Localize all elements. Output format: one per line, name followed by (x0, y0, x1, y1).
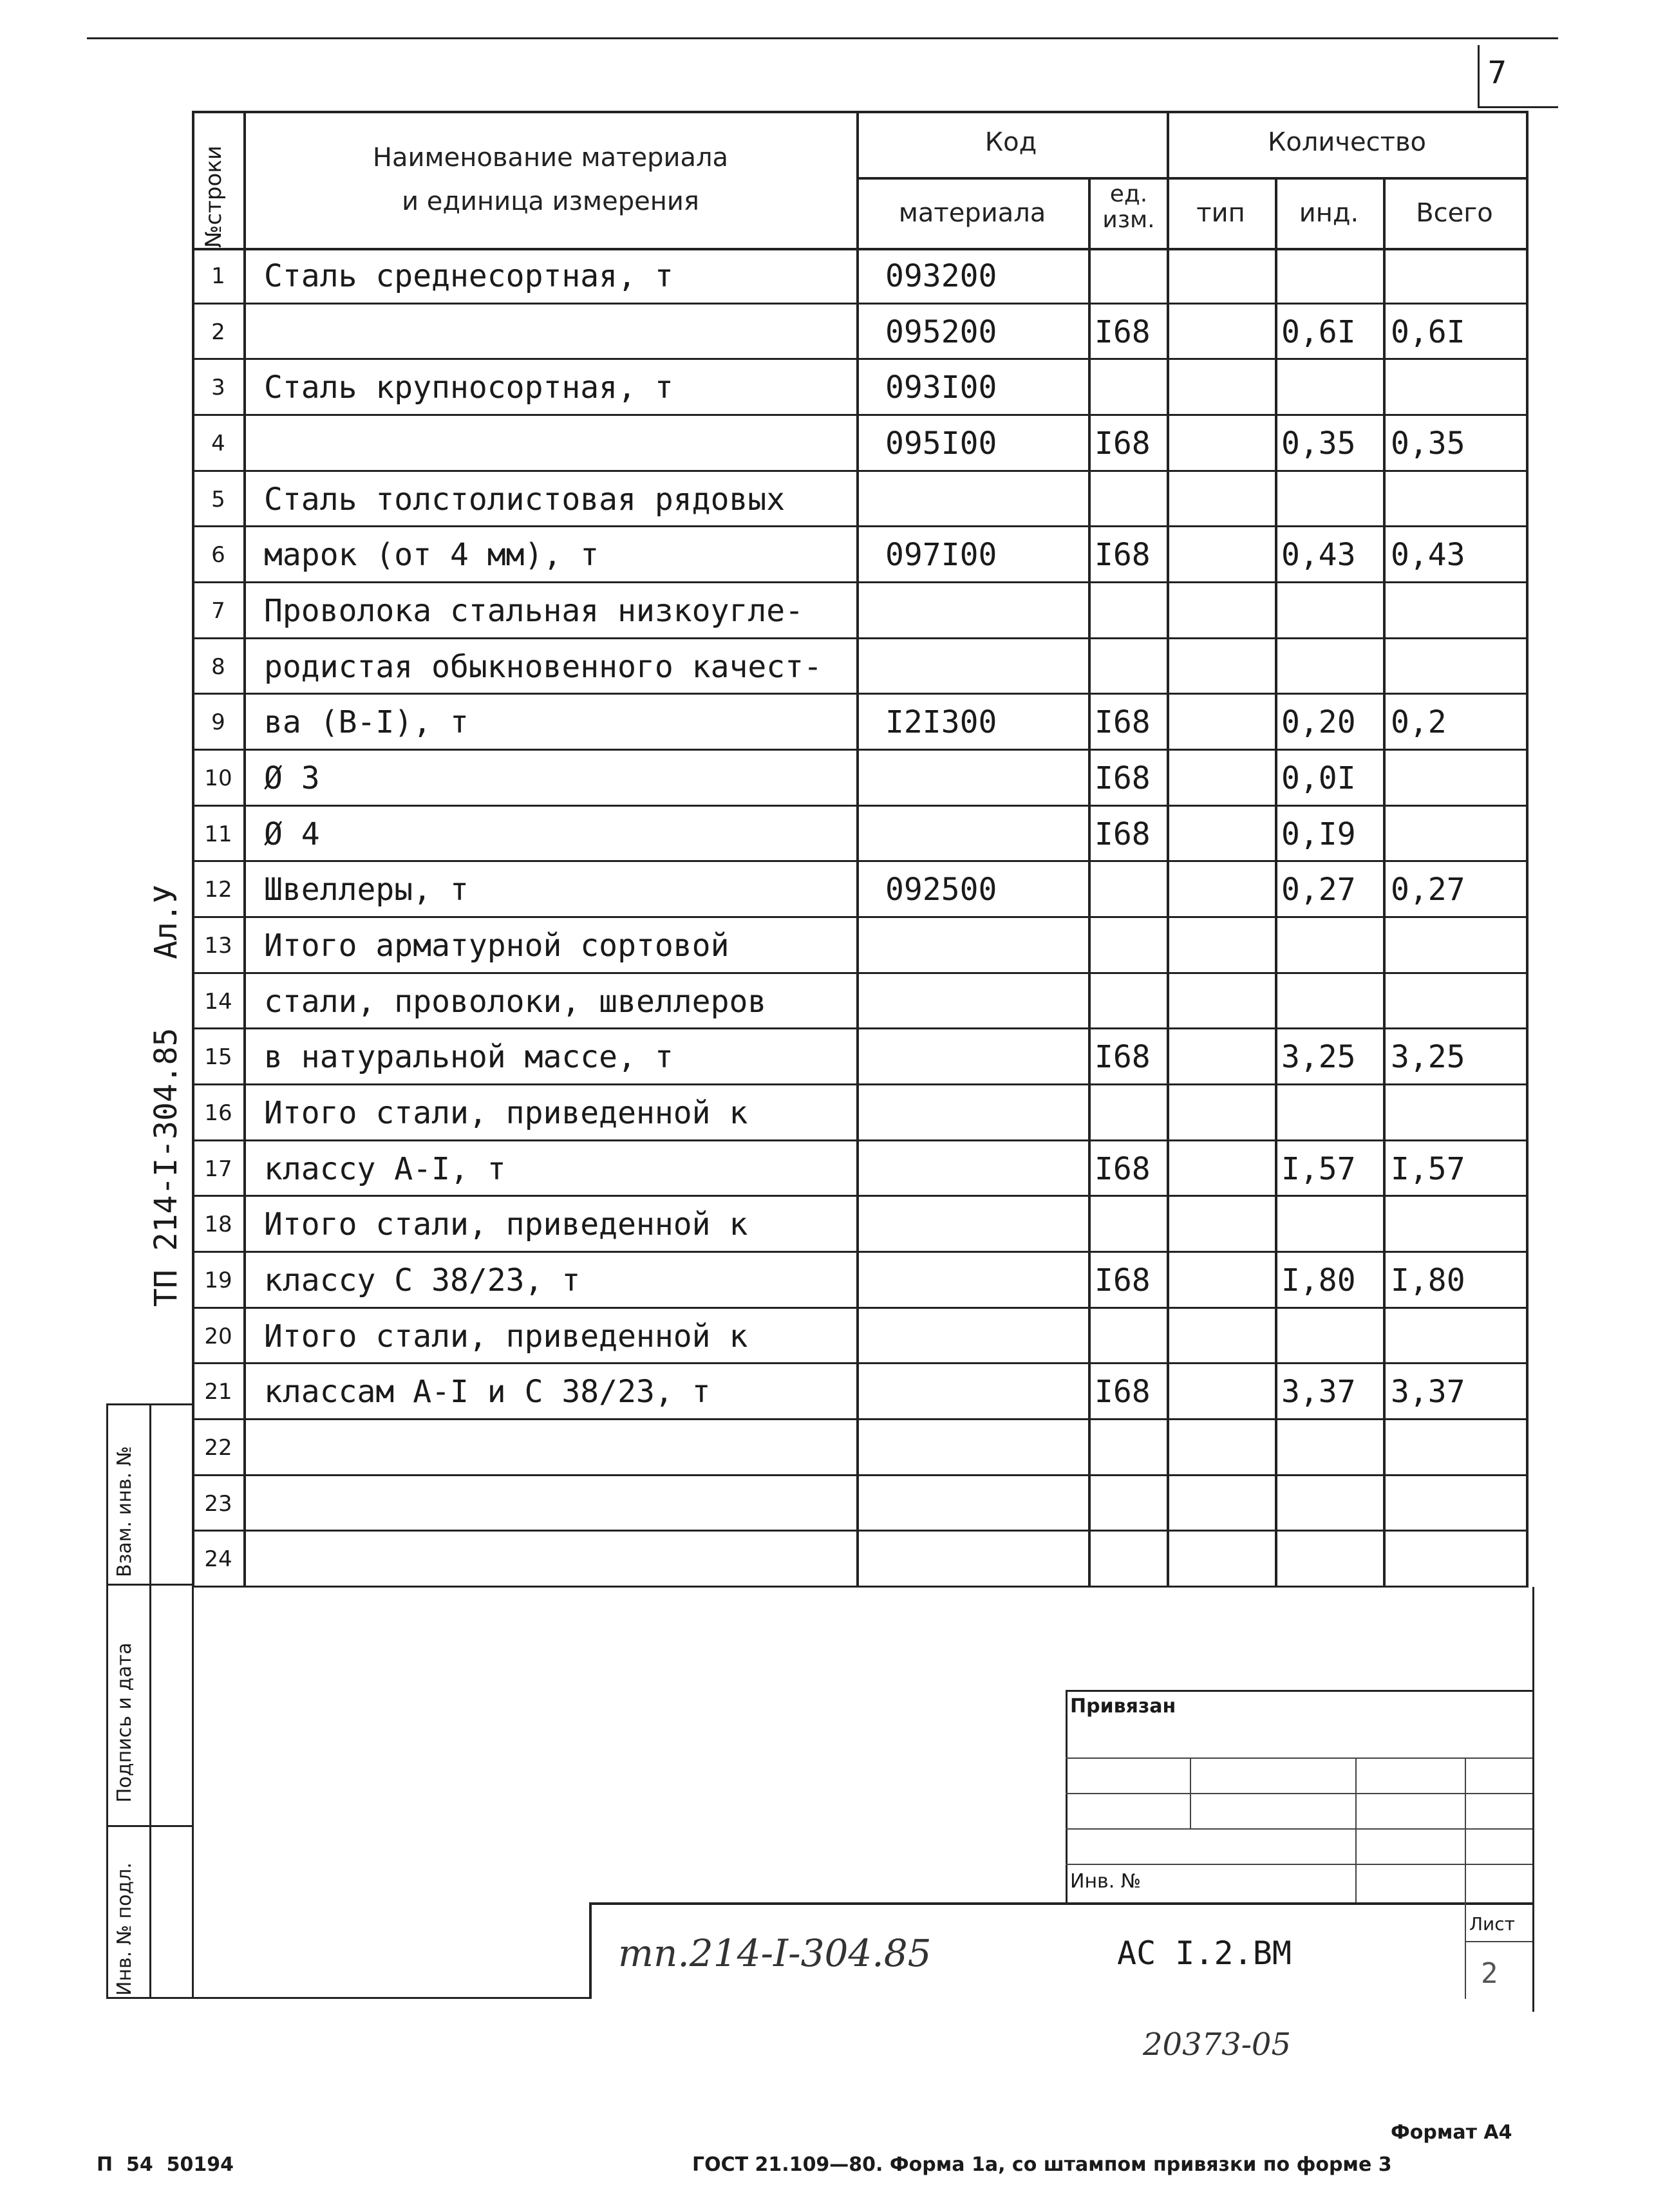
row-divider (192, 1586, 1529, 1588)
cell-name: марок (от 4 мм), т (264, 537, 599, 573)
stamp-divider-1 (106, 1584, 193, 1586)
row-number: 8 (211, 654, 225, 680)
row-divider (192, 303, 1529, 305)
cell-unit: I68 (1095, 704, 1151, 740)
cell-total: 0,43 (1391, 537, 1465, 573)
header-qty-typ: тип (1196, 198, 1245, 228)
cell-total: 0,2 (1391, 704, 1447, 740)
cell-unit: I68 (1095, 1039, 1151, 1075)
cell-name: стали, проволоки, швеллеров (264, 984, 767, 1020)
cell-name: Ø 3 (264, 760, 320, 796)
row-number: 1 (211, 263, 225, 289)
cell-total: 0,35 (1391, 426, 1465, 462)
cell-total: 3,25 (1391, 1039, 1465, 1075)
cell-ind: 3,25 (1281, 1039, 1356, 1075)
row-number: 7 (211, 598, 225, 624)
row-divider (192, 749, 1529, 751)
cell-ind: 0,27 (1281, 872, 1356, 908)
row-number: 11 (204, 821, 232, 847)
table-code-left-border (856, 111, 859, 1587)
row-number: 21 (204, 1379, 232, 1405)
cell-unit: I68 (1095, 760, 1151, 796)
stamp-vzam-inv: Взам. инв. № (113, 1446, 136, 1577)
cell-name: Швеллеры, т (264, 872, 469, 908)
privyazan-title: Привязан (1070, 1695, 1176, 1718)
top-border-line (87, 37, 1558, 39)
cell-code: 095200 (885, 314, 997, 350)
bottom-handwritten-number: 20373-05 (1143, 2027, 1291, 2063)
cell-unit: I68 (1095, 537, 1151, 573)
privyazan-line-3 (1066, 1828, 1532, 1830)
cell-name: ва (В-I), т (264, 704, 469, 740)
stamp-left-border (106, 1403, 108, 1999)
cell-unit: I68 (1095, 1374, 1151, 1410)
stamp-podpis-data: Подпись и дата (113, 1642, 136, 1803)
cell-ind: 0,20 (1281, 704, 1356, 740)
frame-bottom (106, 1997, 589, 1999)
header-qty-ind: инд. (1299, 198, 1359, 228)
row-divider (192, 525, 1529, 527)
cell-total: I,57 (1391, 1151, 1465, 1187)
row-divider (192, 1251, 1529, 1253)
row-number: 14 (204, 989, 232, 1015)
row-divider (192, 1083, 1529, 1085)
cell-ind: 0,0I (1281, 760, 1356, 796)
cell-unit: I68 (1095, 1151, 1151, 1187)
row-number: 19 (204, 1268, 232, 1293)
stamp-top (106, 1403, 193, 1405)
row-number: 2 (211, 319, 225, 345)
row-divider (192, 860, 1529, 862)
header-code-material: материала (898, 198, 1046, 228)
privyazan-line-1 (1066, 1757, 1532, 1759)
row-divider (192, 1027, 1529, 1029)
cell-name: Сталь толстолистовая рядовых (264, 482, 785, 518)
cell-unit: I68 (1095, 816, 1151, 852)
frame-right-lower (1532, 1587, 1534, 2012)
footer-left-code: П 54 50194 (97, 2153, 234, 2176)
row-divider (192, 1418, 1529, 1420)
privyazan-col-3 (1465, 1757, 1466, 1902)
privyazan-line-2 (1066, 1793, 1532, 1794)
title-block-sheet-divider (1465, 1902, 1466, 1999)
cell-code: 097I00 (885, 537, 997, 573)
side-label-code: ТП 214-I-304.85 (148, 1027, 184, 1307)
privyazan-line-4 (1066, 1864, 1532, 1865)
row-number: 18 (204, 1212, 232, 1237)
cell-name: родистая обыкновенного качест- (264, 649, 822, 685)
row-number: 5 (211, 487, 225, 512)
table-header-bottom (192, 248, 1529, 250)
cell-total: I,80 (1391, 1262, 1465, 1298)
cell-total: 3,37 (1391, 1374, 1465, 1410)
cell-unit: I68 (1095, 314, 1151, 350)
cell-code: I2I300 (885, 704, 997, 740)
cell-total: 0,27 (1391, 872, 1465, 908)
page-number: 7 (1487, 55, 1507, 91)
cell-name: Итого арматурной сортовой (264, 928, 729, 964)
cell-code: 095I00 (885, 426, 997, 462)
row-number: 3 (211, 375, 225, 400)
row-divider (192, 805, 1529, 807)
row-number: 13 (204, 933, 232, 959)
page-number-underline (1478, 106, 1558, 108)
title-block-sheet-label: Лист (1469, 1913, 1515, 1935)
header-row-number: №строки (201, 145, 227, 248)
table-unit-left-border (1088, 177, 1091, 1587)
row-divider (192, 1530, 1529, 1532)
cell-name: Итого стали, приведенной к (264, 1095, 748, 1131)
row-number: 15 (204, 1044, 232, 1070)
table-qty-left-border (1167, 111, 1169, 1587)
table-subheader-line (856, 177, 1529, 180)
row-number: 22 (204, 1435, 232, 1461)
side-label-top: Ал.У (148, 885, 184, 959)
table-ind-left-border (1275, 177, 1277, 1587)
frame-left-lower (192, 1587, 194, 1999)
row-number: 9 (211, 709, 225, 735)
privyazan-col-2 (1355, 1757, 1357, 1902)
row-divider (192, 470, 1529, 472)
stamp-inner-border (149, 1403, 151, 1999)
row-divider (192, 1195, 1529, 1197)
cell-name: Итого стали, приведенной к (264, 1206, 748, 1242)
cell-code: 092500 (885, 872, 997, 908)
row-number: 17 (204, 1156, 232, 1182)
privyazan-col-1 (1190, 1757, 1191, 1828)
page-number-divider (1478, 45, 1480, 106)
header-code: Код (984, 127, 1037, 157)
cell-name: классу А-I, т (264, 1151, 506, 1187)
row-number: 4 (211, 431, 225, 456)
header-name-line1: Наименование материала (372, 143, 729, 173)
privyazan-inv-no: Инв. № (1070, 1870, 1142, 1893)
row-number: 16 (204, 1100, 232, 1126)
title-block-doc-code: АС I.2.ВМ (1117, 1935, 1292, 1972)
title-block-sheet-value: 2 (1481, 1957, 1498, 1990)
row-divider (192, 1474, 1529, 1476)
cell-ind: 3,37 (1281, 1374, 1356, 1410)
cell-ind: I,80 (1281, 1262, 1356, 1298)
privyazan-left-border (1066, 1690, 1068, 1902)
title-block-sheet-line (1465, 1941, 1532, 1942)
cell-ind: 0,6I (1281, 314, 1356, 350)
cell-ind: 0,I9 (1281, 816, 1356, 852)
cell-unit: I68 (1095, 426, 1151, 462)
table-right-border (1526, 111, 1529, 1587)
cell-name: Итого стали, приведенной к (264, 1318, 748, 1354)
cell-name: Сталь крупносортная, т (264, 370, 673, 406)
footer-format: Формат А4 (1391, 2121, 1512, 2144)
cell-unit: I68 (1095, 1262, 1151, 1298)
cell-code: 093200 (885, 258, 997, 294)
privyazan-top (1066, 1690, 1532, 1692)
row-number: 23 (204, 1491, 232, 1517)
row-divider (192, 916, 1529, 918)
cell-name: Ø 4 (264, 816, 320, 852)
row-divider (192, 581, 1529, 583)
cell-name: Проволока стальная низкоугле- (264, 593, 804, 629)
cell-ind: 0,43 (1281, 537, 1356, 573)
row-number: 12 (204, 877, 232, 903)
row-divider (192, 358, 1529, 360)
footer-gost: ГОСТ 21.109—80. Форма 1а, со штампом привязки по форме 3 (692, 2153, 1392, 2176)
cell-name: классам А-I и С 38/23, т (264, 1374, 711, 1410)
row-divider (192, 1139, 1529, 1141)
cell-name: Сталь среднесортная, т (264, 258, 673, 294)
row-divider (192, 972, 1529, 974)
row-number: 24 (204, 1546, 232, 1572)
title-block-top (589, 1902, 1532, 1905)
row-divider (192, 693, 1529, 695)
row-number: 20 (204, 1324, 232, 1349)
row-divider (192, 414, 1529, 416)
cell-total: 0,6I (1391, 314, 1465, 350)
cell-ind: I,57 (1281, 1151, 1356, 1187)
table-top-border (192, 111, 1529, 113)
row-divider (192, 1362, 1529, 1364)
header-qty-total: Всего (1416, 198, 1493, 228)
cell-name: классу С 38/23, т (264, 1262, 581, 1298)
row-number: 10 (204, 765, 232, 791)
cell-ind: 0,35 (1281, 426, 1356, 462)
title-block-left (589, 1902, 592, 1999)
row-divider (192, 637, 1529, 639)
cell-code: 093I00 (885, 370, 997, 406)
row-number: 6 (211, 542, 225, 568)
table-total-left-border (1383, 177, 1386, 1587)
stamp-inv-podl: Инв. № подл. (113, 1862, 136, 1996)
header-code-unit: ед. изм. (1102, 181, 1155, 233)
header-qty: Количество (1267, 127, 1426, 157)
title-block-handwritten-code: тп.214-I-304.85 (618, 1931, 932, 1975)
cell-name: в натуральной массе, т (264, 1039, 673, 1075)
row-divider (192, 1307, 1529, 1309)
stamp-divider-2 (106, 1825, 193, 1827)
header-name-line2: и единица измерения (402, 187, 699, 216)
table-rownum-border (243, 111, 246, 1587)
